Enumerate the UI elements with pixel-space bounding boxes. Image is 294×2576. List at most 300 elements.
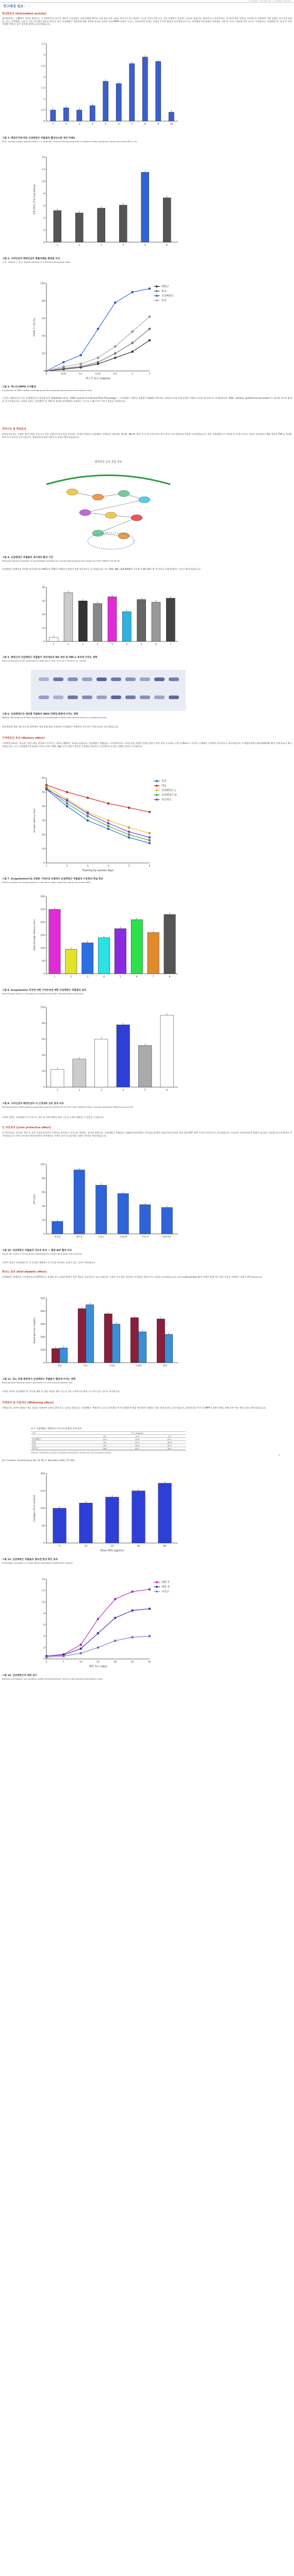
y-tick-label: 50: [42, 1524, 45, 1528]
section-heading-antioxidant: 항산화효과 (Antioxidant activity): [2, 12, 47, 15]
chart-escape-latency: [31, 773, 186, 876]
x-tick-label: 5: [144, 244, 146, 247]
chart-dpph: [31, 278, 186, 384]
legend-label: 배양근: [161, 285, 169, 289]
y-tick-label: 10: [42, 627, 45, 630]
figure-7: [31, 773, 186, 876]
data-point: [149, 316, 151, 318]
data-point: [80, 354, 82, 356]
bar: [86, 1305, 94, 1363]
figure-11-caption: [2, 1378, 292, 1384]
pathway-node: [92, 494, 104, 500]
x-tick-label: 10: [84, 1545, 88, 1548]
data-point: [132, 1590, 134, 1592]
bar: [103, 81, 108, 121]
x-tick-label: 7: [62, 1661, 64, 1664]
y-tick-label: 10: [42, 848, 45, 851]
y-tick-label: 2: [43, 1647, 45, 1650]
bar: [129, 64, 135, 121]
section-heading-memory: 기억력증진 효과 (Memory effect): [2, 737, 45, 740]
y-tick-label: 10: [42, 1601, 45, 1604]
table-cell: 28.5: [89, 1447, 121, 1450]
chart-step-through: [31, 891, 186, 987]
bar: [112, 1324, 120, 1363]
x-tick-label: 산삼 L: [97, 1236, 105, 1239]
figure-1: [31, 39, 186, 134]
y-tick-label: 0: [43, 1362, 45, 1365]
x-tick-label: 8: [144, 123, 146, 126]
x-tick-label: 5: [140, 643, 142, 646]
bar: [165, 1334, 173, 1363]
legend-label: 정상: [161, 779, 167, 783]
y-tick-label: 30: [42, 820, 45, 822]
blot-band: [82, 677, 92, 681]
blot-band: [96, 677, 107, 681]
series-line: [46, 787, 150, 834]
figure-14-caption: [2, 1674, 292, 1681]
data-point: [80, 1652, 82, 1654]
figure-4-caption-title: 그림 4. 산삼배양근 추출물의 대식세포 활성 기전: [2, 556, 53, 559]
blot-band: [53, 696, 63, 699]
data-point: [45, 788, 47, 790]
x-tick-label: 0.25: [95, 373, 101, 376]
figure-11: [31, 1293, 186, 1376]
data-point: [132, 1636, 134, 1638]
figure-9-caption-en: Neuroprotective effect against glutamate-induced cytotoxicity in HT22 cells. Different letters indicate significant differences (p<0.05).: [2, 1105, 134, 1108]
series-line: [46, 789, 150, 838]
blot-band: [169, 677, 179, 681]
y-tick-label: 3: [43, 54, 45, 57]
x-tick-label: 산삼L: [109, 1365, 116, 1367]
y-tick-label: 14: [42, 156, 45, 159]
x-tick-label: 6: [166, 1089, 168, 1092]
data-point: [107, 803, 109, 805]
x-tick-label: 2: [70, 976, 72, 978]
table-cell: 18.9: [121, 1444, 154, 1447]
data-point: [66, 805, 68, 807]
x-tick-label: 1: [54, 976, 56, 978]
data-point: [132, 351, 134, 353]
bar: [49, 909, 60, 974]
y-tick-label: 100: [40, 1507, 45, 1510]
x-tick-label: 대조군: [76, 1236, 83, 1239]
y-tick-label: 400: [40, 1310, 45, 1313]
y-tick-label: 200: [40, 1336, 45, 1339]
blot-band: [111, 696, 121, 699]
y-tick-label: 60: [42, 1038, 45, 1041]
bar: [66, 950, 77, 974]
legend-marker: [156, 295, 158, 297]
page-subtitle[interactable]: [ ... ]: [24, 5, 29, 8]
bar: [140, 1205, 151, 1234]
chart-culture-days: [31, 1574, 186, 1672]
y-tick-label: 100: [40, 1006, 45, 1009]
y-tick-label: 60: [42, 1191, 45, 1194]
antioxidant-paragraph-2: 그림 4. 배양조건이 다른 산삼배양근의 항산화 효과 (Takahashi et al., 2004, Journal of Cultured Plant Physiology) — 산삼배양근 메탄올 추출물은 HepG2 세포에서 과산화수소에 의해 유발된 산화적 손상을 유의적으로 억제하였으며, SOD, catalase, glutathione peroxidase 등 항산화 효소의 활성을 증가시켰습니다. 이러한 결과는 산삼배양근이 생체 내 항산화 방어체계를 강화하는 기능성 소재로서의 가치가 있음을 보여줍니다.: [2, 397, 292, 402]
y-tick-label: 14: [42, 1578, 45, 1581]
data-point: [87, 820, 89, 822]
data-point: [128, 834, 130, 836]
x-tick-label: 4: [107, 865, 109, 868]
bar: [118, 1194, 128, 1234]
cell-membrane: [46, 476, 170, 485]
data-point: [114, 1617, 116, 1619]
data-point: [45, 1656, 47, 1658]
data-point: [132, 1609, 134, 1612]
immune-paragraph-3: 종양세포에 대한 세포독성 및 면역세포 매개 항암 활성 실험에서 산삼배양근 추출물은 유의적인 억제 효과를 나타내었습니다.: [2, 725, 119, 728]
figure-1-caption-en: ROS, reactive oxygen species; ABTS, 2,2'-azino-bis; cultured wild ginseng roots in different media conditions; values are mean±SD (n=3).: [2, 140, 138, 143]
x-tick-label: 1: [132, 373, 134, 376]
bar: [97, 208, 105, 242]
x-tick-label: 8: [169, 976, 171, 978]
y-tick-label: 500: [40, 1297, 45, 1300]
x-tick-label: 3: [100, 244, 102, 247]
x-tick-label: 6: [118, 123, 120, 126]
pathway-node: [79, 510, 91, 516]
y-tick-label: 20: [42, 614, 45, 616]
blot-band: [154, 696, 165, 699]
chart-total-polyphenol: [31, 152, 186, 255]
data-point: [97, 1647, 99, 1649]
y-tick-label: 150: [40, 934, 45, 937]
x-tick-label: 1: [82, 643, 84, 646]
data-point: [62, 366, 64, 368]
y-tick-label: 100: [40, 282, 45, 285]
bar: [115, 929, 126, 974]
figure-5-caption: [2, 656, 292, 663]
table-cell: 40.6: [153, 1441, 186, 1444]
y-tick-label: 0: [43, 370, 45, 373]
table-row: [31, 1447, 186, 1450]
antioxidant-paragraph: 항산화효과는 人體에서 생성된 활성산소 가 산화반응을 일으켜 세포의 구성성분인 지질·단백질·핵산을 파괴 함으로써 노화를 촉진시키거나 생리적 기능을 저하시키게 되는 것을 억제하고 제거하는 효과를 말합니다. 활성산소의 과잉생성은 지나치게 많은 산화성 스트레스를 유발하여 각종 질병을 일으키며 특히 암, 당뇨, 동맥경화, 노화 등 각종 성인병의 원인이 됩니다. 최근 산삼배양근 추출물에 대한 항산화 효과를 조사한 결과 DPPH 라디칼 소거능, 지질과산화 억제능 등에서 우수한 활성을 나타내었으며 이는 산삼배양근에 함유된 폴리페놀 성분 및 사포닌 성분에 의한 것으로 사료됩니다. 산삼배양근은 홍삼 및 일반 인삼에 비해 더 높은 항산화 활성을 나타내었습니다.: [2, 17, 292, 25]
y-tick-label: 60: [42, 777, 45, 780]
blot-band: [68, 677, 78, 681]
bar: [139, 1332, 146, 1363]
legend-marker: [156, 780, 158, 782]
figure-4-pathway: [41, 461, 175, 551]
y-tick-label: 100: [40, 1163, 45, 1166]
bar: [53, 1509, 67, 1544]
tyrosinase-table: [31, 1431, 186, 1450]
x-tick-label: 0: [45, 1661, 47, 1664]
bar: [131, 920, 142, 974]
figure-14-caption-title: 그림 14. 산삼배양근의 배양 일수: [2, 1674, 37, 1677]
figure-10-caption: [2, 1249, 292, 1256]
top-bar: [0, 0, 294, 3]
chart-alt: [31, 1159, 186, 1247]
bar: [77, 110, 82, 121]
bar: [137, 600, 146, 641]
y-tick-label: 30: [42, 600, 45, 603]
x-tick-label: C: [53, 643, 55, 646]
figure-7-caption-en: Effects of extract on escape latency in the Morris water maze test. Values are mean±SEM.: [2, 880, 91, 884]
legend-label: 사포닌: [161, 1590, 169, 1594]
y-tick-label: 0: [43, 241, 45, 244]
chart-neuroprotection: [31, 1002, 186, 1100]
y-tick-label: 60: [42, 317, 45, 320]
pathway-title: 면역증강 신호 전달 경로: [94, 461, 122, 464]
bar: [156, 61, 161, 121]
page-title-text: 연구배경 정보: [3, 4, 24, 8]
y-tick-label: 40: [42, 1054, 45, 1057]
table-cell: 35.8: [121, 1438, 154, 1441]
y-tick-label: 8: [43, 1612, 45, 1615]
y-tick-label: 10: [42, 180, 45, 183]
y-tick-label: 150: [40, 1490, 45, 1493]
section-heading-whitening: 미백효과 및 주름개선 (Whitening effect): [2, 1401, 54, 1404]
blot-background: [31, 670, 186, 711]
legend-label: 배양 전: [161, 1585, 170, 1589]
figure-10-caption-en: Serum ALT levels in CCl4-induced hepatotoxicity model rats treated with extracts.: [2, 1252, 83, 1255]
blot-band: [53, 677, 63, 681]
page-title: [3, 4, 29, 9]
y-axis-label: Step-through latency (sec): [34, 919, 36, 951]
data-point: [107, 825, 109, 827]
x-tick-label: 산삼H: [135, 1365, 142, 1367]
bar: [166, 598, 175, 641]
figure-12-caption-title: 그림 12. 산삼배양근 추출물의 콜라겐 합성 촉진 효과: [2, 1558, 58, 1561]
y-tick-label: 300: [40, 895, 45, 899]
x-tick-label: 3: [87, 865, 89, 868]
figure-3: [31, 278, 186, 384]
bar: [142, 57, 148, 121]
data-point: [80, 366, 82, 368]
figure-5-caption-title: 그림 5. 배양근과 산삼배양근 추출물이 대식세포의 NO 생성 및 TNF-α 분비에 미치는 영향: [2, 656, 97, 659]
y-tick-label: 1.5: [41, 87, 45, 90]
figure-9: [31, 1002, 186, 1100]
figure-2-caption-title: 그림 2. 고려인삼과 배양인삼의 총폴리페놀 함량을 비교: [2, 258, 60, 260]
legend-label: 홍삼: [161, 290, 167, 293]
figure-11-caption-title: 그림 11. 당뇨 유발 흰쥐에서 산삼배양근 추출물이 혈당에 미치는 영향: [2, 1378, 76, 1381]
legend-label: 양성대조: [161, 798, 172, 802]
x-tick-label: 4: [122, 1089, 124, 1092]
bar: [52, 1222, 63, 1234]
data-point: [87, 815, 89, 817]
y-tick-label: 0: [43, 640, 45, 643]
x-tick-label: 6: [149, 865, 151, 868]
chart-blood-glucose: [31, 1293, 186, 1376]
bar: [82, 943, 93, 974]
x-tick-label: 42: [148, 1661, 151, 1664]
y-tick-label: 4: [43, 1635, 45, 1638]
blot-band: [39, 677, 49, 681]
data-point: [107, 820, 109, 822]
series-line: [46, 1589, 150, 1656]
bar: [51, 1070, 64, 1087]
bar: [73, 1059, 86, 1087]
data-point: [114, 1598, 116, 1600]
x-tick-label: 2: [96, 643, 99, 646]
x-tick-label: 1: [56, 1089, 58, 1092]
y-tick-label: 0: [43, 1658, 45, 1661]
data-point: [132, 291, 134, 293]
legend-marker: [156, 1586, 158, 1588]
blot-band: [140, 677, 150, 681]
y-axis-label: Escape latency (sec): [34, 808, 36, 833]
bar: [79, 1503, 93, 1543]
table-subheader-cell: 0.5: [121, 1435, 154, 1438]
y-tick-label: 12: [42, 1589, 45, 1592]
figure-1-caption-title: 그림 1. 배양조건에 따른 산삼배양근 추출물의 활성산소종 생성 억제능: [2, 137, 75, 140]
table-cell: 33.7: [153, 1444, 186, 1447]
legend-marker: [156, 785, 158, 787]
x-tick-label: 6: [166, 244, 168, 247]
bar: [141, 172, 149, 242]
chart-no-production: [31, 582, 186, 654]
x-tick-label: 7: [152, 976, 154, 978]
y-tick-label: 80: [42, 300, 45, 303]
data-point: [80, 363, 82, 365]
data-point: [114, 345, 116, 347]
data-point: [149, 839, 151, 841]
y-tick-label: 40: [42, 586, 45, 589]
blot-band: [169, 696, 179, 699]
figure-10-caption-title: 그림 10. 산삼배양근 추출물의 간보호 효과 — 혈청 ALT 활성 비교: [2, 1249, 72, 1252]
y-tick-label: 40: [42, 805, 45, 808]
y-tick-label: 50: [42, 791, 45, 794]
data-point: [149, 287, 151, 290]
x-tick-label: 6: [155, 643, 157, 646]
bar: [163, 198, 171, 242]
figure-2: [31, 152, 186, 255]
blot-band: [125, 696, 136, 699]
y-tick-label: 50: [42, 960, 45, 963]
figure-4-caption: [2, 556, 292, 563]
x-tick-label: 4: [91, 123, 93, 126]
bar: [119, 205, 127, 242]
y-tick-label: 2: [43, 76, 45, 79]
data-point: [97, 328, 99, 330]
legend-marker: [156, 794, 158, 796]
section-heading-diabetes: 항당뇨 효과 (Anti-diabetic effect): [2, 1270, 47, 1274]
y-tick-label: 2: [43, 229, 45, 232]
western-blot-image: [31, 670, 186, 711]
pathway-node: [139, 497, 150, 503]
pathway-node: [131, 515, 142, 521]
x-tick-label: 2: [65, 123, 67, 126]
y-tick-label: 4: [43, 217, 45, 220]
x-tick-label: 0.1: [79, 373, 83, 376]
x-tick-label: 2: [78, 1089, 80, 1092]
memory-paragraph: 기억력증진효과는 학습과 기억능력을 개선하고 인지기능 저하를 예방하는 효과를 말합니다. 산삼배양근 추출물을 스코폴라민으로 기억손상을 유발한 실험동물에 투여한 결과 수동회피 시험 및 Morris 수중미로 시험에서 기억력이 유의적으로 개선되었으며, 아세틸콜린에스테라제(AChE) 활성 억제 효과가 확인되었습니다. 이는 산삼배양근에 함유된 진세노사이드 Rb1, Rg1 등의 성분이 콜린성 신경계를 보호하고 신경세포의 손상을 억제한 결과로 사료됩니다.: [2, 742, 292, 748]
x-tick-label: 5: [105, 123, 107, 126]
figure-2-caption: [2, 258, 292, 264]
data-point: [66, 800, 68, 802]
x-axis-label: Dose (EX) (μg/mL): [100, 1549, 124, 1552]
bar: [160, 1015, 174, 1088]
figure-6-caption-title: 그림 6. 산삼배양근과 재료별 추출물의 iNOS 단백질 발현에 미치는 영향: [2, 713, 78, 716]
y-tick-label: 0: [43, 120, 45, 123]
breadcrumb: > 연구배경 > 연구배경 정보 > 산삼배양근 연구정보: [248, 0, 291, 2]
table-1-caption: 표 1. 산삼배양근 추출물의 티로시나제 활성 억제 효과: [31, 1427, 82, 1430]
table-cell: 61.2: [153, 1438, 186, 1441]
bar: [95, 1039, 108, 1087]
y-axis-label: 총폴리페놀 함량 (mg GAE/g): [34, 184, 36, 215]
x-tick-label: 산삼 M: [119, 1236, 127, 1239]
blot-band: [111, 677, 121, 681]
bar: [152, 602, 160, 641]
table-header-cell: 농도 (mg/mL): [89, 1432, 186, 1435]
figure-7-caption-title: 그림 7. Scopolamine으로 유발된 기억손상 모델에서 산삼배양근 추출물의 수동회피 학습 효과: [2, 878, 103, 880]
y-tick-label: 3.5: [41, 43, 45, 46]
data-point: [66, 791, 68, 793]
x-tick-label: 3: [100, 1089, 102, 1092]
x-tick-label: 9: [157, 123, 159, 126]
x-tick-label: 5: [120, 976, 121, 978]
figure-6-caption-en: Western blot analysis of iNOS expression in macrophages treated with extracts (β-actin as loading control).: [2, 716, 107, 719]
bar: [169, 112, 174, 121]
bar: [50, 637, 58, 641]
y-tick-label: 0: [43, 1233, 45, 1236]
data-point: [114, 1640, 116, 1642]
figure-8: [31, 891, 186, 987]
x-tick-label: L: [68, 643, 69, 646]
x-tick-label: 21: [96, 1661, 100, 1664]
data-point: [128, 837, 130, 839]
y-tick-label: 0.5: [41, 109, 45, 112]
x-tick-label: 28: [113, 1661, 117, 1664]
x-tick-label: 3: [87, 976, 89, 978]
data-point: [128, 807, 130, 809]
y-tick-label: 6: [43, 205, 45, 208]
x-tick-label: 4: [103, 976, 105, 978]
data-point: [132, 331, 134, 333]
y-tick-label: 100: [40, 1349, 45, 1352]
bar: [106, 1497, 119, 1543]
page-number: 1: [279, 1454, 280, 1456]
y-tick-label: 80: [42, 1022, 45, 1025]
y-tick-label: 2.5: [41, 65, 45, 68]
x-tick-label: 20: [110, 1545, 114, 1548]
bar: [54, 211, 61, 242]
y-tick-label: 40: [42, 335, 45, 338]
data-point: [114, 357, 116, 359]
bar: [132, 1491, 145, 1543]
y-tick-label: 200: [40, 1472, 45, 1476]
data-point: [114, 352, 116, 354]
x-tick-label: 5: [128, 865, 130, 868]
figure-6-western-blot: [31, 670, 186, 711]
x-tick-label: 0.05: [61, 373, 67, 376]
y-axis-label: DPPH 소거율 (%): [34, 318, 36, 336]
blot-band: [39, 696, 49, 699]
x-axis-label: 엑스의 농도 (mg/mL): [85, 377, 111, 380]
bar: [60, 1348, 68, 1363]
blot-band: [68, 696, 78, 699]
x-tick-label: 10: [170, 123, 173, 126]
figure-9-caption: [2, 1103, 292, 1109]
x-tick-label: 1: [52, 123, 54, 126]
y-tick-label: 80: [42, 1177, 45, 1180]
y-tick-label: 250: [40, 908, 45, 911]
legend-label: 산삼배양근 H: [161, 793, 177, 797]
figure-7-caption: [2, 878, 292, 884]
x-tick-label: 6: [136, 976, 138, 978]
legend-marker: [156, 1581, 158, 1583]
figure-6-caption: [2, 713, 292, 719]
bar: [164, 914, 175, 974]
data-point: [62, 1655, 64, 1657]
figure-9-caption-title: 그림 9. 고려인삼과 배양인삼의 뇌 신경세포 보호 효과 비교: [2, 1103, 64, 1105]
figure-3-caption-note: Comparison of DPPH radical scavenging activity among ginseng extracts and cultured roots.: [2, 388, 93, 392]
table-cell: 8.1: [89, 1441, 121, 1444]
x-tick-label: 2: [149, 373, 151, 376]
y-tick-label: 0: [43, 973, 45, 976]
x-tick-label: 4: [126, 643, 128, 646]
table-cell: 인삼: [31, 1444, 89, 1447]
bar: [104, 1314, 112, 1363]
table-cell: 홍삼: [31, 1441, 89, 1444]
